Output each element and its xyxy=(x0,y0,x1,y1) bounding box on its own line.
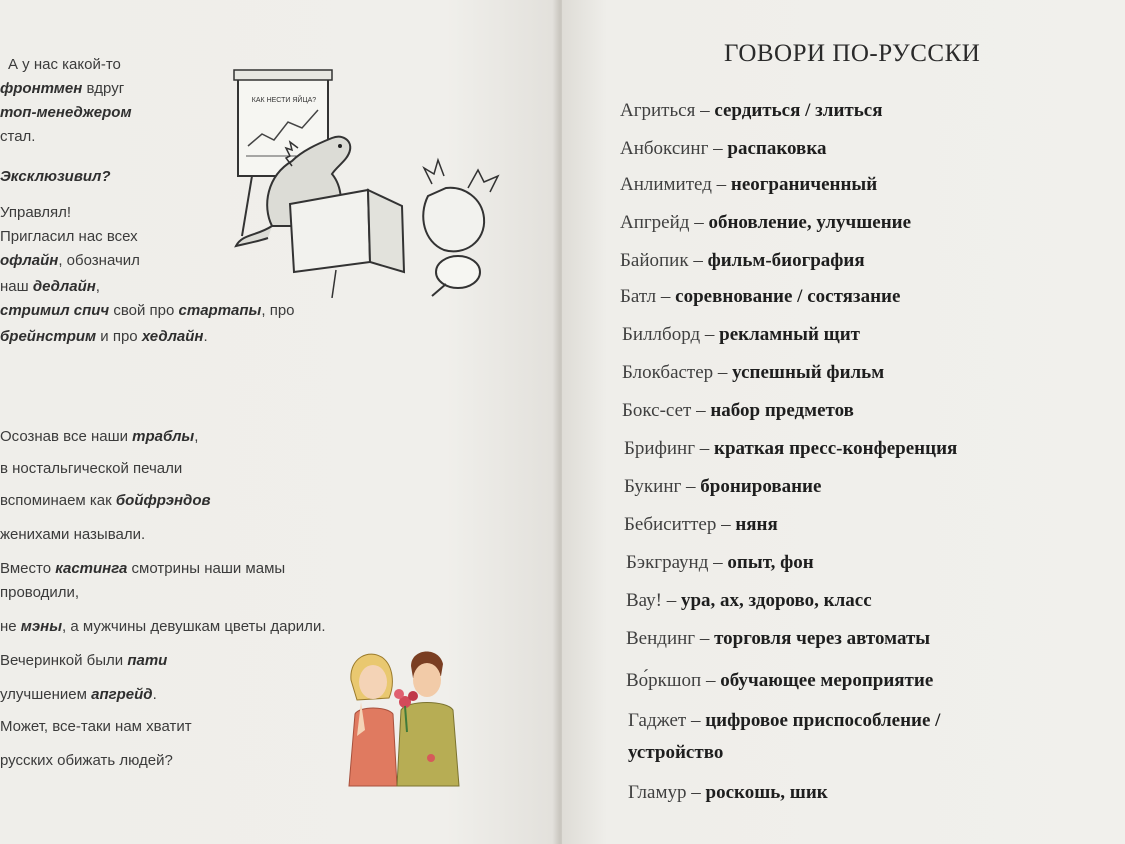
glossary-definition: краткая пресс-конференция xyxy=(714,438,958,459)
poem-text: стал. xyxy=(0,128,36,145)
glossary-dash: – xyxy=(716,514,736,535)
glossary-word: Брифинг xyxy=(624,438,696,459)
poem-text: вспоминаем как xyxy=(0,492,116,509)
glossary-definition: няня xyxy=(735,514,778,535)
poem-text: и про xyxy=(96,328,142,345)
poem-line xyxy=(0,168,111,186)
poem-line xyxy=(0,252,140,270)
glossary-entry xyxy=(624,514,778,536)
poem-line xyxy=(0,80,124,98)
glossary-entry xyxy=(620,100,883,122)
glossary-dash: – xyxy=(713,362,733,383)
poem-text: Может, все-таки нам хватит xyxy=(0,718,192,735)
glossary-dash: – xyxy=(661,590,681,611)
poem-text: смотрины наши мамы xyxy=(127,560,286,577)
glossary-dash: – xyxy=(708,138,728,159)
glossary-dash: – xyxy=(711,174,731,195)
glossary-definition: опыт, фон xyxy=(727,552,814,573)
glossary-entry xyxy=(622,362,884,384)
glossary-word: Блокбастер xyxy=(622,362,714,383)
glossary-dash: – xyxy=(691,400,711,421)
poem-keyword: стартапы xyxy=(178,302,262,319)
glossary-entry xyxy=(626,590,872,612)
poem-text: Вечеринкой были xyxy=(0,652,128,669)
glossary-entry xyxy=(626,670,933,692)
glossary-entry xyxy=(620,138,826,160)
glossary-dash: – xyxy=(688,250,708,271)
glossary-entry xyxy=(622,400,854,422)
poem-text: вдруг xyxy=(82,80,125,97)
poem-text: улучшением xyxy=(0,686,92,703)
glossary-definition: обучающее мероприятие xyxy=(720,670,934,691)
poem-text: , про xyxy=(261,302,295,319)
poem-line xyxy=(0,428,198,446)
glossary-entry xyxy=(624,438,957,460)
glossary-definition: неограниченный xyxy=(730,174,878,195)
glossary-dash: – xyxy=(689,212,709,233)
glossary-entry xyxy=(628,782,828,804)
poem-text: Пригласил нас всех xyxy=(0,228,138,245)
glossary-word: Гламур xyxy=(628,782,687,803)
glossary-entry xyxy=(622,324,860,346)
poem-keyword: дедлайн xyxy=(32,278,96,295)
glossary-word: Гаджет xyxy=(628,710,687,731)
glossary-definition: рекламный щит xyxy=(719,324,860,345)
poem-line xyxy=(0,718,192,736)
poem-line xyxy=(0,302,295,320)
poem-keyword: бойфрэндов xyxy=(115,492,211,509)
glossary-word: Бокс-сет xyxy=(622,400,692,421)
poem-line xyxy=(8,56,121,74)
poem-keyword: Эксклюзивил? xyxy=(0,168,111,185)
poem-line xyxy=(0,618,325,636)
glossary-word: Бэкграунд xyxy=(626,552,709,573)
poem-keyword: мэны xyxy=(20,618,63,635)
couple-illustration xyxy=(335,640,485,790)
glossary-definition: цифровое приспособление / xyxy=(705,710,941,731)
glossary-entry xyxy=(620,286,900,308)
poem-text: не xyxy=(0,618,21,635)
poem-text: свой про xyxy=(109,302,179,319)
poem-line xyxy=(0,492,211,510)
poem-line xyxy=(0,460,182,478)
poem-keyword: пати xyxy=(127,652,168,669)
glossary-word: Букинг xyxy=(624,476,682,497)
poem-keyword: брейнстрим xyxy=(0,328,97,345)
glossary-word: Анлимитед xyxy=(620,174,712,195)
poem-text: , обозначил xyxy=(58,252,140,269)
glossary-dash: – xyxy=(686,782,706,803)
glossary-dash: – xyxy=(708,552,728,573)
glossary-dash: – xyxy=(701,670,721,691)
glossary-definition: обновление, улучшение xyxy=(708,212,912,233)
glossary-entry xyxy=(626,628,930,650)
whiteboard-text: КАК НЕСТИ ЯЙЦА? xyxy=(251,97,317,104)
poem-text: русских обижать людей? xyxy=(0,752,173,769)
glossary-dash: – xyxy=(700,324,720,345)
poem-keyword: траблы xyxy=(132,428,195,445)
glossary-definition: успешный фильм xyxy=(732,362,885,383)
glossary-word: Биллборд xyxy=(622,324,701,345)
poem-line xyxy=(0,228,138,246)
poem-text: А у нас какой-то xyxy=(8,56,121,73)
poem-line xyxy=(0,686,157,704)
poem-keyword: кастинга xyxy=(55,560,128,577)
poem-line xyxy=(0,526,145,544)
poem-keyword: офлайн xyxy=(0,252,59,269)
poem-keyword: топ-менеджером xyxy=(0,104,132,121)
poem-text: проводили, xyxy=(0,584,80,601)
glossary-dash: – xyxy=(686,710,706,731)
glossary-word: Байопик xyxy=(620,250,689,271)
dinosaur-lecture-illustration xyxy=(232,66,504,298)
glossary-entry xyxy=(624,476,821,498)
glossary-definition: торговля через автоматы xyxy=(714,628,931,649)
glossary-dash: – xyxy=(656,286,676,307)
poem-text: , xyxy=(95,278,100,295)
poem-text: . xyxy=(152,686,157,703)
poem-line xyxy=(0,204,71,222)
poem-keyword: фронтмен xyxy=(0,80,83,97)
poem-line xyxy=(0,128,35,146)
poem-line xyxy=(0,652,167,670)
glossary-definition: сердиться / злиться xyxy=(714,100,883,121)
glossary-word: Батл xyxy=(620,286,657,307)
glossary-definition: бронирование xyxy=(700,476,822,497)
poem-line xyxy=(0,278,100,296)
poem-text: в ностальгической печали xyxy=(0,460,183,477)
poem-line xyxy=(0,328,208,346)
glossary-word: Вендинг xyxy=(626,628,696,649)
glossary-word: Бебиситтер xyxy=(624,514,717,535)
glossary-definition: роскошь, шик xyxy=(705,782,828,803)
glossary-entry xyxy=(628,742,723,764)
glossary-dash: – xyxy=(681,476,701,497)
glossary-definition: набор предметов xyxy=(710,400,854,421)
glossary-entry xyxy=(620,250,865,272)
poem-text: Осознав все наши xyxy=(0,428,133,445)
poem-text: женихами называли. xyxy=(0,526,146,543)
poem-line xyxy=(0,584,79,602)
poem-text: . xyxy=(203,328,208,345)
poem-text: , а мужчины девушкам цветы дарили. xyxy=(62,618,326,635)
poem-keyword: хедлайн xyxy=(141,328,204,345)
glossary-definition: распаковка xyxy=(727,138,827,159)
glossary-word: Во́ркшоп xyxy=(626,670,702,691)
poem-keyword: стримил спич xyxy=(0,302,110,319)
poem-text: , xyxy=(194,428,199,445)
poem-text: Управлял! xyxy=(0,204,72,221)
glossary-entry xyxy=(628,710,940,732)
glossary-word: Агриться xyxy=(620,100,696,121)
poem-line xyxy=(0,752,173,770)
glossary-dash: – xyxy=(695,628,715,649)
glossary-dash: – xyxy=(695,438,715,459)
page-title: ГОВОРИ ПО-РУССКИ xyxy=(724,40,981,67)
poem-text: наш xyxy=(0,278,33,295)
poem-keyword: апгрейд xyxy=(91,686,153,703)
glossary-word: Вау! xyxy=(626,590,662,611)
poem-line xyxy=(0,104,132,122)
glossary-definition: устройство xyxy=(628,742,724,763)
poem-line xyxy=(0,560,285,578)
glossary-definition: фильм-биография xyxy=(707,250,865,271)
glossary-definition: ура, ах, здорово, класс xyxy=(680,590,872,611)
glossary-entry xyxy=(626,552,814,574)
glossary-dash: – xyxy=(695,100,715,121)
glossary-entry xyxy=(620,174,877,196)
glossary-word: Анбоксинг xyxy=(620,138,709,159)
glossary-definition: соревнование / состязание xyxy=(675,286,901,307)
glossary-word: Апгрейд xyxy=(620,212,690,233)
poem-text: Вместо xyxy=(0,560,56,577)
glossary-entry xyxy=(620,212,911,234)
